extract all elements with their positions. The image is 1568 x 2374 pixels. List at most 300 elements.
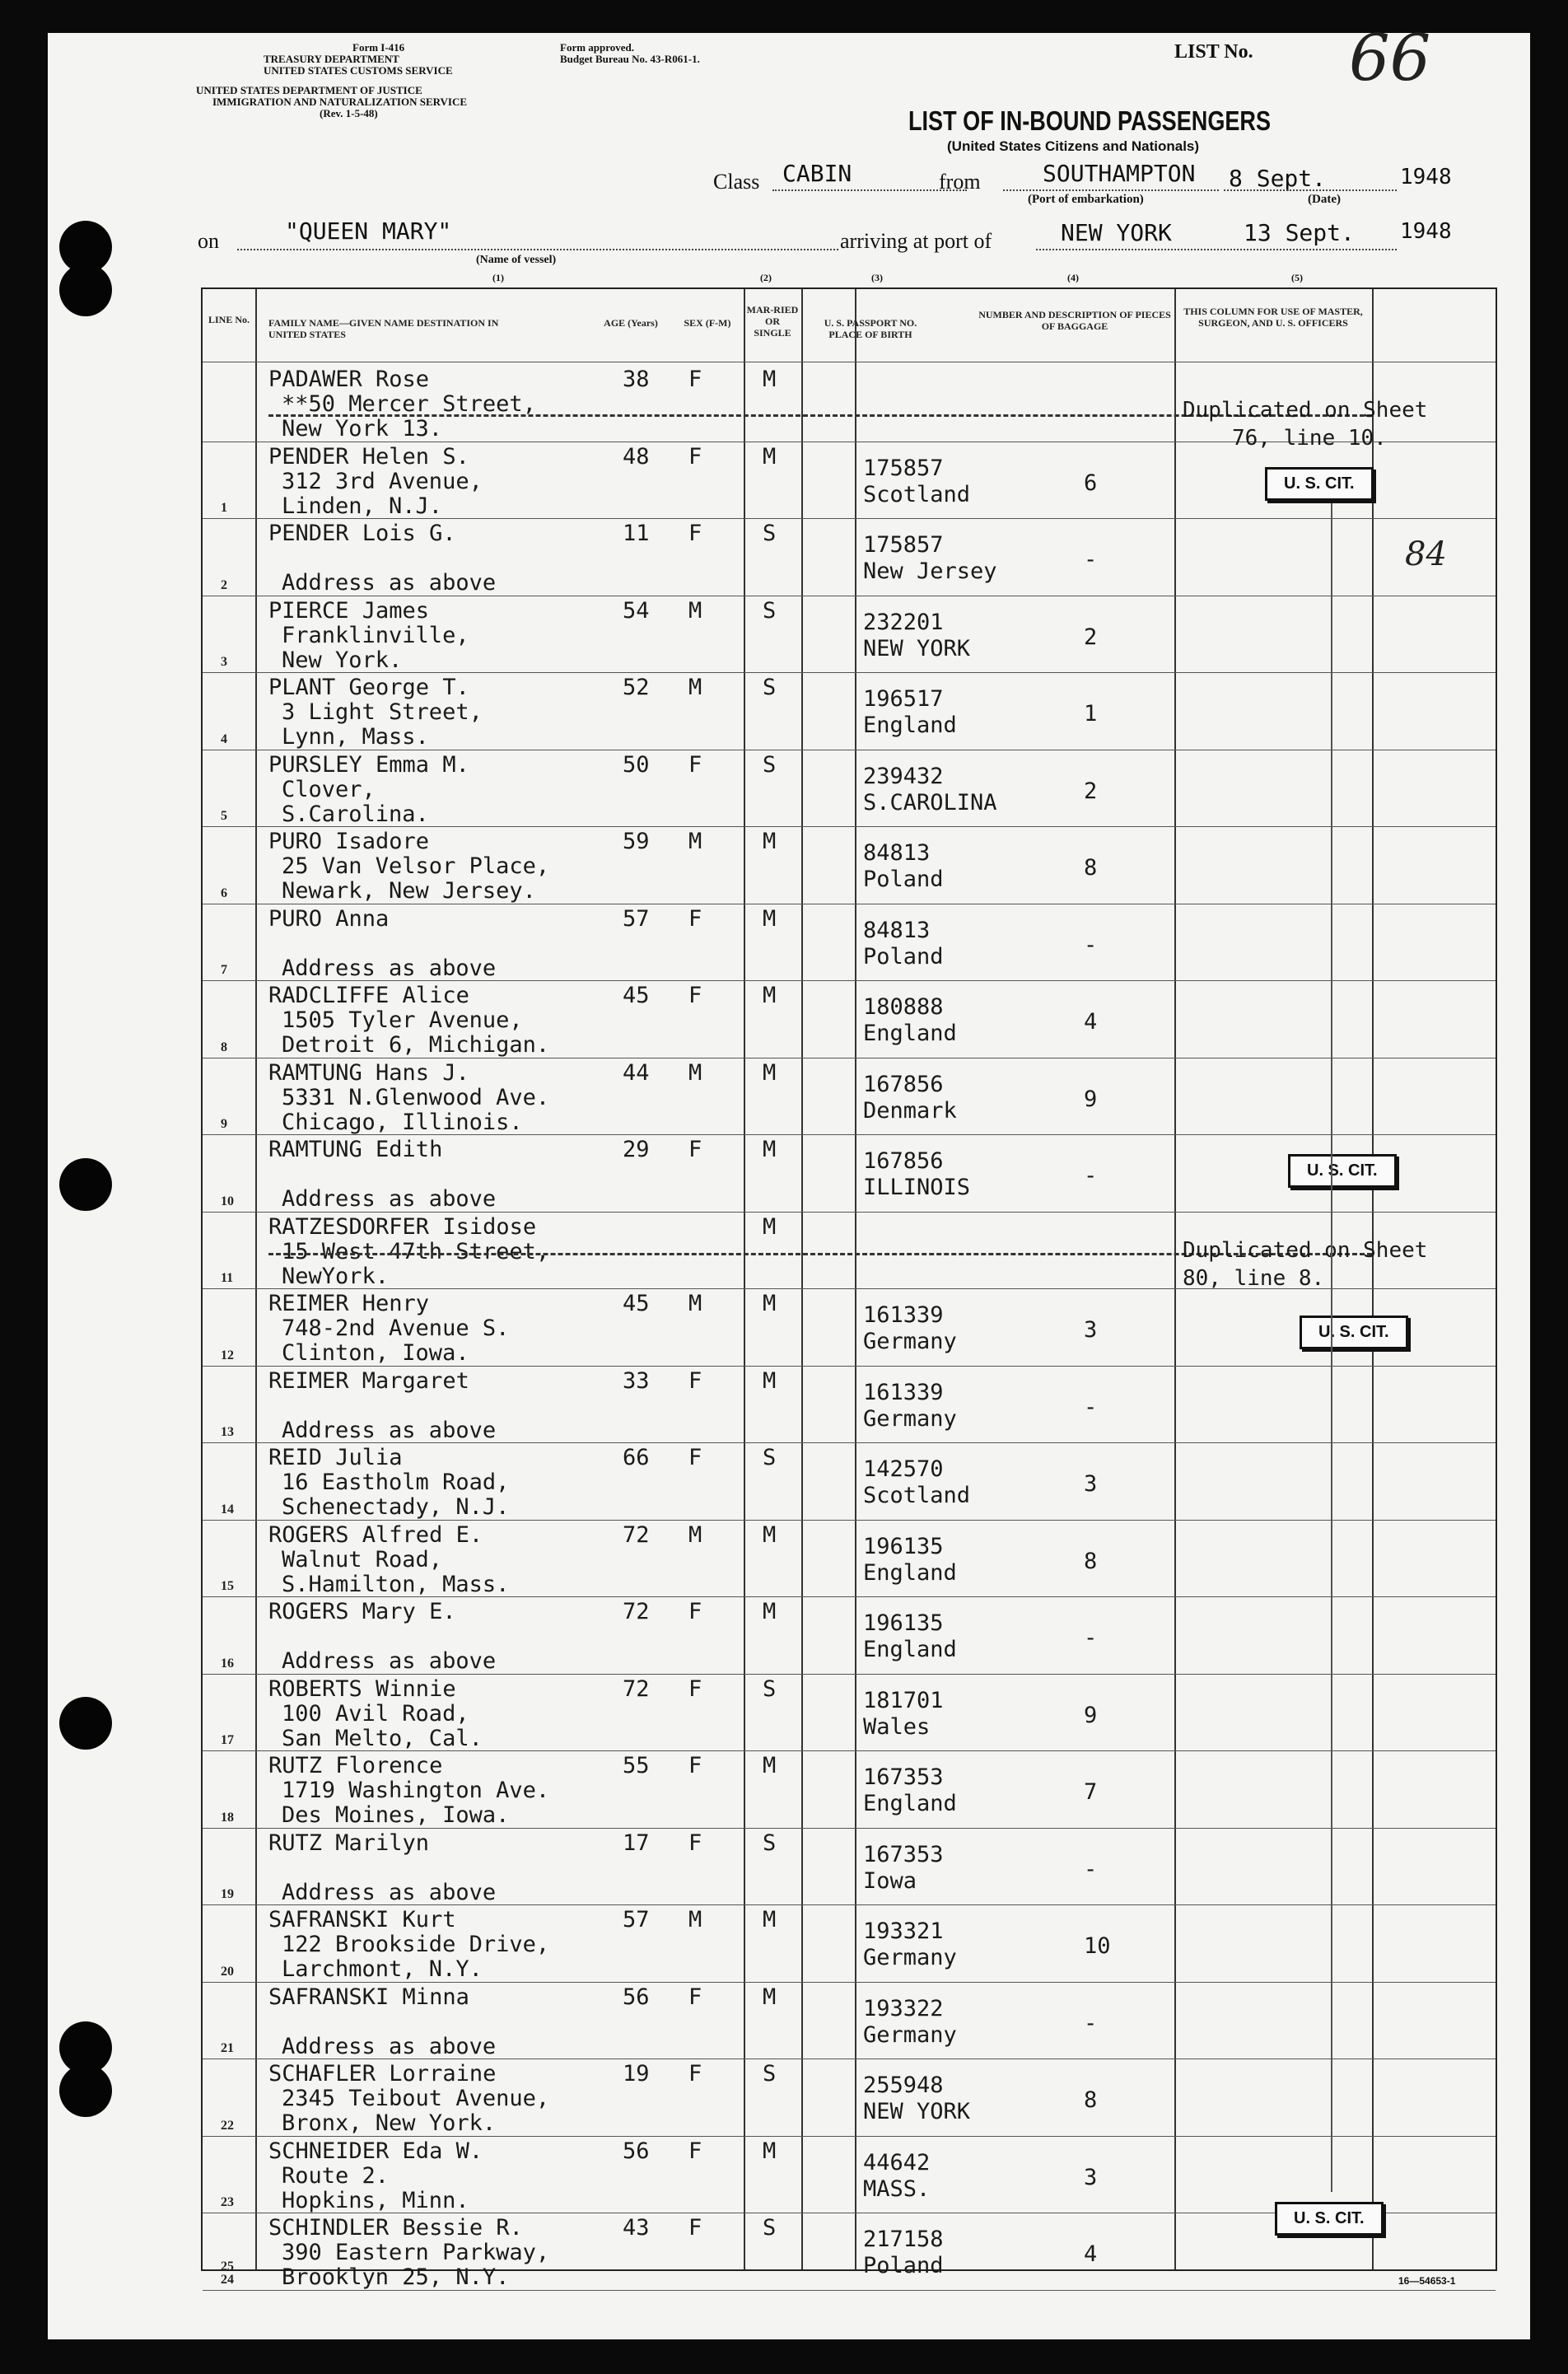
address-line-1: 16 Eastholm Road, xyxy=(282,1470,510,1495)
address-line-2: Detroit 6, Michigan. xyxy=(282,1032,550,1058)
binder-hole xyxy=(59,1697,112,1750)
baggage-count: - xyxy=(1084,2010,1098,2036)
age-value: 17 xyxy=(623,1830,650,1856)
baggage-count: 10 xyxy=(1084,1933,1111,1959)
passenger-name: RUTZ Florence xyxy=(268,1753,443,1778)
row-divider xyxy=(203,2290,1496,2291)
place-of-birth: Wales xyxy=(863,1713,931,1740)
table-row xyxy=(203,1597,1496,1675)
marital-status: M xyxy=(763,1753,777,1778)
address-line-2: S.Carolina. xyxy=(282,801,429,827)
passport-number: 239432 xyxy=(863,763,944,789)
place-of-birth: Poland xyxy=(863,867,944,892)
address-line-2: S.Hamilton, Mass. xyxy=(282,1571,510,1597)
address-line-2: Larchmont, N.Y. xyxy=(282,1956,483,1982)
arrival-date: 13 Sept. xyxy=(1244,219,1355,246)
place-of-birth: England xyxy=(863,1021,957,1046)
address-line-2: Bronx, New York. xyxy=(282,2110,497,2136)
line-number: 13 xyxy=(221,1425,234,1439)
table-row xyxy=(203,1751,1496,1829)
address-line-2: Linden, N.J. xyxy=(282,493,443,519)
age-value: 55 xyxy=(623,1753,650,1778)
age-value: 56 xyxy=(623,1984,650,2010)
marital-status: M xyxy=(763,1599,777,1624)
place-of-birth: Denmark xyxy=(863,1097,957,1124)
place-of-birth: Scotland xyxy=(863,481,971,507)
marital-status: S xyxy=(763,1445,777,1470)
passport-number: 175857 xyxy=(863,455,944,481)
address-line-2: Lynn, Mass. xyxy=(282,724,429,750)
marital-status: M xyxy=(763,1137,777,1162)
address-line-1: Walnut Road, xyxy=(282,1546,443,1573)
passport-number: 167353 xyxy=(863,1841,944,1867)
passport-number: 181701 xyxy=(863,1687,944,1713)
baggage-count: 8 xyxy=(1084,855,1098,881)
passenger-name: SAFRANSKI Minna xyxy=(268,1984,469,2010)
marital-status: S xyxy=(763,597,777,624)
passport-number: 232201 xyxy=(863,609,944,635)
table-row xyxy=(203,673,1496,750)
address-line-1: 100 Avil Road, xyxy=(282,1700,469,1727)
ins-label: IMMIGRATION AND NATURALIZATION SERVICE xyxy=(212,96,468,108)
table-row xyxy=(203,750,1496,828)
place-of-birth: New Jersey xyxy=(863,558,997,584)
us-citizen-stamp: U. S. CIT. xyxy=(1300,1316,1408,1349)
place-of-birth: Iowa xyxy=(863,1867,917,1894)
line-number: 3 xyxy=(221,655,227,669)
place-of-birth: England xyxy=(863,1791,957,1816)
sex-value: F xyxy=(688,2138,702,2164)
duplicate-note-1: Duplicated on Sheet xyxy=(1183,398,1428,423)
vessel-name: "QUEEN MARY" xyxy=(285,217,452,245)
list-no-label: LIST No. xyxy=(1174,41,1253,63)
sex-value: F xyxy=(688,983,702,1008)
header-line-no: LINE No. xyxy=(208,314,250,325)
marital-status: M xyxy=(763,1291,777,1316)
age-value: 29 xyxy=(623,1137,650,1162)
address-line-2: Address as above xyxy=(282,1879,497,1905)
col-number-2: (2) xyxy=(760,272,772,283)
baggage-count: - xyxy=(1084,1163,1098,1189)
address-line-2: Address as above xyxy=(282,570,497,596)
place-of-birth: England xyxy=(863,1637,957,1662)
passport-number: 142570 xyxy=(863,1456,944,1482)
list-number: 66 xyxy=(1349,21,1431,96)
embarkation-year: 1948 xyxy=(1400,165,1452,189)
sex-value: M xyxy=(688,1521,702,1548)
baggage-count: 7 xyxy=(1084,1779,1098,1805)
sex-value: F xyxy=(688,1445,702,1470)
address-line-1: 1719 Washington Ave. xyxy=(282,1778,550,1803)
passenger-name: REID Julia xyxy=(268,1445,403,1470)
class-label: Class xyxy=(713,170,760,194)
age-value: 57 xyxy=(623,905,650,932)
header-age: AGE (Years) xyxy=(604,317,658,329)
line-number: 25 xyxy=(221,2260,234,2274)
passenger-name: SCHINDLER Bessie R. xyxy=(268,2215,523,2241)
place-of-birth: Poland xyxy=(863,943,944,970)
marital-status: M xyxy=(763,1984,777,2010)
us-citizen-stamp: U. S. CIT. xyxy=(1275,2202,1384,2236)
arrival-underline xyxy=(1036,249,1397,250)
marital-status: M xyxy=(763,1367,777,1394)
port-underline xyxy=(1003,189,1219,191)
passenger-name: ROGERS Alfred E. xyxy=(268,1521,483,1548)
sex-value: F xyxy=(688,1137,702,1162)
document-subtitle: (United States Citizens and Nationals) xyxy=(947,138,1200,154)
port-caption: (Port of embarkation) xyxy=(1028,193,1144,206)
baggage-count: - xyxy=(1084,1856,1098,1882)
sex-value: M xyxy=(688,1907,702,1932)
table-row xyxy=(203,1905,1496,1983)
col-number-1: (1) xyxy=(492,272,504,283)
line-number: 11 xyxy=(221,1271,234,1285)
passenger-name: RAMTUNG Hans J. xyxy=(268,1059,469,1086)
address-line-2: Clinton, Iowa. xyxy=(282,1340,469,1366)
passenger-name: ROBERTS Winnie xyxy=(268,1675,456,1702)
age-value: 38 xyxy=(623,367,650,392)
passport-number: 217158 xyxy=(863,2227,944,2252)
baggage-count: 4 xyxy=(1084,1009,1098,1035)
margin-number: 84 xyxy=(1405,535,1447,573)
age-value: 72 xyxy=(623,1675,650,1702)
table-row xyxy=(203,1443,1496,1521)
header-officers: THIS COLUMN FOR USE OF MASTER, SURGEON, AND U. S. OFFICERS xyxy=(1183,306,1363,329)
passenger-name: RADCLIFFE Alice xyxy=(268,983,469,1008)
address-line-2: Address as above xyxy=(282,955,497,981)
marital-status: M xyxy=(763,367,777,392)
sex-value: F xyxy=(688,443,702,470)
table-row xyxy=(203,1675,1496,1752)
arriving-label: arriving at port of xyxy=(840,229,992,253)
line-number: 22 xyxy=(221,2118,234,2133)
header-name: FAMILY NAME—GIVEN NAME DESTINATION IN UNITED STATES xyxy=(268,317,499,340)
col-number-5: (5) xyxy=(1291,272,1303,283)
passenger-name: PURO Isadore xyxy=(268,829,430,854)
line-number: 7 xyxy=(221,963,227,977)
passenger-name: PENDER Helen S. xyxy=(268,443,469,470)
sex-value: M xyxy=(688,1059,702,1086)
passenger-name: REIMER Margaret xyxy=(268,1367,469,1394)
baggage-count: 8 xyxy=(1084,2087,1098,2113)
address-line-2: Des Moines, Iowa. xyxy=(282,1802,510,1828)
date-underline xyxy=(1224,189,1397,191)
vessel-caption: (Name of vessel) xyxy=(476,254,557,266)
binder-hole xyxy=(59,2064,112,2117)
address-line-1: 1505 Tyler Avenue, xyxy=(282,1007,523,1033)
age-value: 54 xyxy=(623,597,650,624)
line-number: 23 xyxy=(221,2195,234,2209)
address-line-1: Route 2. xyxy=(282,2162,390,2189)
marital-status: M xyxy=(763,1521,777,1548)
sex-value: F xyxy=(688,367,702,392)
form-approved: Form approved. xyxy=(560,41,635,54)
binder-hole xyxy=(59,264,112,316)
marital-status: M xyxy=(763,2138,777,2164)
place-of-birth: Germany xyxy=(863,2021,957,2048)
passenger-name: REIMER Henry xyxy=(268,1291,430,1316)
line-number: 1 xyxy=(221,501,227,515)
arrival-year: 1948 xyxy=(1400,219,1452,244)
place-of-birth: NEW YORK xyxy=(863,635,971,661)
us-citizen-stamp: U. S. CIT. xyxy=(1265,467,1374,501)
marital-status: M xyxy=(763,983,777,1008)
age-value: 43 xyxy=(623,2215,650,2241)
age-value: 56 xyxy=(623,2138,650,2164)
address-line-1: 390 Eastern Parkway, xyxy=(282,2240,550,2265)
marital-status: M xyxy=(763,905,777,932)
age-value: 44 xyxy=(623,1059,650,1086)
binder-hole xyxy=(59,1158,112,1211)
table-row xyxy=(203,1829,1496,1906)
baggage-count: - xyxy=(1084,932,1098,958)
table-row xyxy=(203,904,1496,982)
sex-value: F xyxy=(688,1599,702,1624)
line-number: 19 xyxy=(221,1887,234,1901)
baggage-count: - xyxy=(1084,1625,1098,1651)
sex-value: M xyxy=(688,1291,702,1316)
baggage-count: 1 xyxy=(1084,701,1098,727)
address-line-2: Hopkins, Minn. xyxy=(282,2187,469,2213)
us-citizen-stamp: U. S. CIT. xyxy=(1288,1154,1397,1188)
line-number: 17 xyxy=(221,1733,234,1747)
line-number: 4 xyxy=(221,731,227,746)
age-value: 52 xyxy=(623,675,650,700)
age-value: 45 xyxy=(623,1291,650,1316)
line-number: 10 xyxy=(221,1194,234,1208)
sex-value: M xyxy=(688,675,702,700)
header-married: MAR-RIED OR SINGLE xyxy=(746,304,799,339)
passport-number: 161339 xyxy=(863,1379,944,1405)
address-line-2: NewYork. xyxy=(282,1263,390,1289)
passenger-name: PADAWER Rose xyxy=(268,367,430,392)
age-value: 48 xyxy=(623,443,650,470)
passenger-name: RAMTUNG Edith xyxy=(268,1137,443,1162)
marital-status: S xyxy=(763,521,777,546)
table-row xyxy=(203,1521,1496,1598)
table-row xyxy=(203,2059,1496,2137)
sex-value: F xyxy=(688,2061,702,2087)
passport-number: 180888 xyxy=(863,994,944,1020)
place-of-birth: England xyxy=(863,713,957,738)
sex-value: F xyxy=(688,751,702,778)
age-value: 45 xyxy=(623,983,650,1008)
address-line-2: Chicago, Illinois. xyxy=(282,1109,523,1135)
arrival-port: NEW YORK xyxy=(1061,219,1172,246)
place-of-birth: S.CAROLINA xyxy=(863,789,997,815)
sex-value: F xyxy=(688,1830,702,1856)
sex-value: F xyxy=(688,1984,702,2010)
address-line-2: San Melto, Cal. xyxy=(282,1725,483,1751)
header-baggage: NUMBER AND DESCRIPTION OF PIECES OF BAGGAGE xyxy=(978,309,1171,332)
passport-number: 196135 xyxy=(863,1610,944,1636)
age-value: 59 xyxy=(623,829,650,854)
baggage-count: 3 xyxy=(1084,2164,1098,2190)
justice-label: UNITED STATES DEPARTMENT OF JUSTICE xyxy=(196,84,422,96)
baggage-count: - xyxy=(1084,1394,1098,1420)
vessel-underline xyxy=(237,249,838,250)
class-value: CABIN xyxy=(782,160,852,187)
line-number: 9 xyxy=(221,1117,227,1131)
baggage-count: 4 xyxy=(1084,2241,1098,2267)
col-number-4: (4) xyxy=(1067,272,1079,283)
passport-number: 44642 xyxy=(863,2149,931,2175)
duplicate-note-2-line: 80, line 8. xyxy=(1183,1266,1325,1291)
passport-number: 84813 xyxy=(863,917,931,943)
line-number: 2 xyxy=(221,577,227,592)
marital-status: M xyxy=(763,1059,777,1086)
line-number: 5 xyxy=(221,809,227,823)
line-number: 18 xyxy=(221,1810,234,1825)
age-value: 50 xyxy=(623,751,650,778)
table-row xyxy=(203,1983,1496,2060)
age-value: 66 xyxy=(623,1445,650,1470)
line-number: 12 xyxy=(221,1348,234,1362)
sex-value: F xyxy=(688,521,702,546)
passport-number: 193321 xyxy=(863,1918,944,1944)
baggage-count: 2 xyxy=(1084,778,1098,804)
table-row xyxy=(203,1367,1496,1444)
address-line-1: Clover, xyxy=(282,776,376,802)
place-of-birth: ILLINOIS xyxy=(863,1175,971,1200)
pencil-line xyxy=(1331,503,1332,2192)
address-line-2: Address as above xyxy=(282,2033,497,2059)
passport-number: 196517 xyxy=(863,686,944,712)
sex-value: F xyxy=(688,1675,702,1702)
passport-number: 193322 xyxy=(863,1995,944,2021)
age-value: 57 xyxy=(623,1907,650,1932)
budget-bureau: Budget Bureau No. 43-R061-1. xyxy=(560,53,700,65)
table-row xyxy=(203,519,1496,596)
passport-number: 255948 xyxy=(863,2073,944,2098)
marital-status: M xyxy=(763,443,777,470)
marital-status: S xyxy=(763,751,777,778)
table-row xyxy=(203,827,1496,904)
table-row xyxy=(203,596,1496,674)
marital-status: S xyxy=(763,2215,777,2241)
passport-number: 167856 xyxy=(863,1071,944,1097)
sex-value: M xyxy=(688,829,702,854)
address-line-1: 5331 N.Glenwood Ave. xyxy=(282,1084,550,1110)
marital-status: S xyxy=(763,675,777,700)
place-of-birth: Germany xyxy=(863,1329,957,1354)
marital-status: S xyxy=(763,1675,777,1702)
on-label: on xyxy=(198,229,219,253)
baggage-count: - xyxy=(1084,547,1098,572)
address-line-2: Address as above xyxy=(282,1186,497,1212)
passenger-name: PLANT George T. xyxy=(268,675,469,700)
address-line-2: Schenectady, N.J. xyxy=(282,1494,510,1520)
place-of-birth: MASS. xyxy=(863,2175,931,2202)
address-line-1: Franklinville, xyxy=(282,622,469,648)
passenger-name: RUTZ Marilyn xyxy=(268,1830,430,1856)
address-line-1: **50 Mercer Street, xyxy=(282,391,536,417)
passenger-name: PIERCE James xyxy=(268,597,430,624)
sex-value: F xyxy=(688,1367,702,1394)
form-number: Form I-416 xyxy=(352,41,405,54)
sex-value: M xyxy=(688,597,702,624)
passport-number: 84813 xyxy=(863,840,931,866)
address-line-1: 2345 Teibout Avenue, xyxy=(282,2086,550,2111)
table-row xyxy=(203,981,1496,1058)
address-line-1: 748-2nd Avenue S. xyxy=(282,1316,510,1341)
from-label: from xyxy=(939,170,981,194)
place-of-birth: NEW YORK xyxy=(863,2099,971,2124)
age-value: 33 xyxy=(623,1367,650,1394)
passport-number: 167856 xyxy=(863,1148,944,1174)
line-number: 6 xyxy=(221,886,227,900)
address-line-1: 15 West 47th Street, xyxy=(282,1238,550,1264)
address-line-1: 312 3rd Avenue, xyxy=(282,468,483,494)
address-line-2: Brooklyn 25, N.Y. xyxy=(282,2264,510,2290)
address-line-2: Address as above xyxy=(282,1417,497,1443)
header-passport: U. S. PASSPORT NO. PLACE OF BIRTH xyxy=(824,317,917,340)
embarkation-date: 8 Sept. xyxy=(1229,165,1327,192)
age-value: 11 xyxy=(623,521,650,546)
baggage-count: 9 xyxy=(1084,1702,1098,1728)
age-value: 72 xyxy=(623,1599,650,1624)
embarkation-port: SOUTHAMPTON xyxy=(1043,160,1196,187)
header-sex: SEX (F-M) xyxy=(684,317,731,329)
place-of-birth: Poland xyxy=(863,2253,944,2278)
line-number: 15 xyxy=(221,1579,234,1593)
duplicate-note-1-line: 76, line 10. xyxy=(1232,426,1387,451)
passport-number: 175857 xyxy=(863,532,944,558)
treasury-label: TREASURY DEPARTMENT xyxy=(264,53,399,65)
customs-label: UNITED STATES CUSTOMS SERVICE xyxy=(264,64,453,77)
place-of-birth: England xyxy=(863,1559,957,1586)
line-number: 14 xyxy=(221,1502,234,1516)
line-number: 8 xyxy=(221,1040,227,1054)
place-of-birth: Germany xyxy=(863,1405,957,1432)
address-line-2: Address as above xyxy=(282,1648,497,1674)
line-number: 21 xyxy=(221,2041,234,2055)
passenger-name: ROGERS Mary E. xyxy=(268,1599,456,1624)
marital-status: S xyxy=(763,1830,777,1856)
baggage-count: 6 xyxy=(1084,470,1098,496)
marital-status: M xyxy=(763,829,777,854)
passenger-name: RATZESDORFER Isidose xyxy=(268,1213,537,1240)
address-line-1: 25 Van Velsor Place, xyxy=(282,853,550,879)
address-line-2: Newark, New Jersey. xyxy=(282,878,536,904)
baggage-count: 9 xyxy=(1084,1086,1098,1112)
date-caption: (Date) xyxy=(1308,193,1341,206)
passport-number: 167353 xyxy=(863,1764,944,1790)
age-value: 72 xyxy=(623,1521,650,1548)
passenger-name: SCHNEIDER Eda W. xyxy=(268,2138,483,2164)
footer-code: 16—54653-1 xyxy=(1398,2275,1456,2287)
table-row xyxy=(203,1058,1496,1136)
passenger-name: PENDER Lois G. xyxy=(268,521,456,546)
passenger-name: SAFRANSKI Kurt xyxy=(268,1907,456,1932)
baggage-count: 3 xyxy=(1084,1317,1098,1343)
revision-label: (Rev. 1-5-48) xyxy=(320,107,378,119)
marital-status: M xyxy=(763,1907,777,1932)
marital-status: M xyxy=(763,1213,777,1240)
passenger-name: PURSLEY Emma M. xyxy=(268,751,469,778)
marital-status: S xyxy=(763,2061,777,2087)
age-value: 19 xyxy=(623,2061,650,2087)
address-line-1: 122 Brookside Drive, xyxy=(282,1932,550,1957)
baggage-count: 2 xyxy=(1084,624,1098,650)
duplicate-note-2: Duplicated on Sheet xyxy=(1183,1238,1428,1263)
sex-value: F xyxy=(688,1753,702,1778)
passport-number: 196135 xyxy=(863,1533,944,1559)
col-number-3: (3) xyxy=(871,272,883,283)
baggage-count: 8 xyxy=(1084,1548,1098,1574)
line-number: 16 xyxy=(221,1656,234,1671)
address-line-2: New York. xyxy=(282,647,403,673)
